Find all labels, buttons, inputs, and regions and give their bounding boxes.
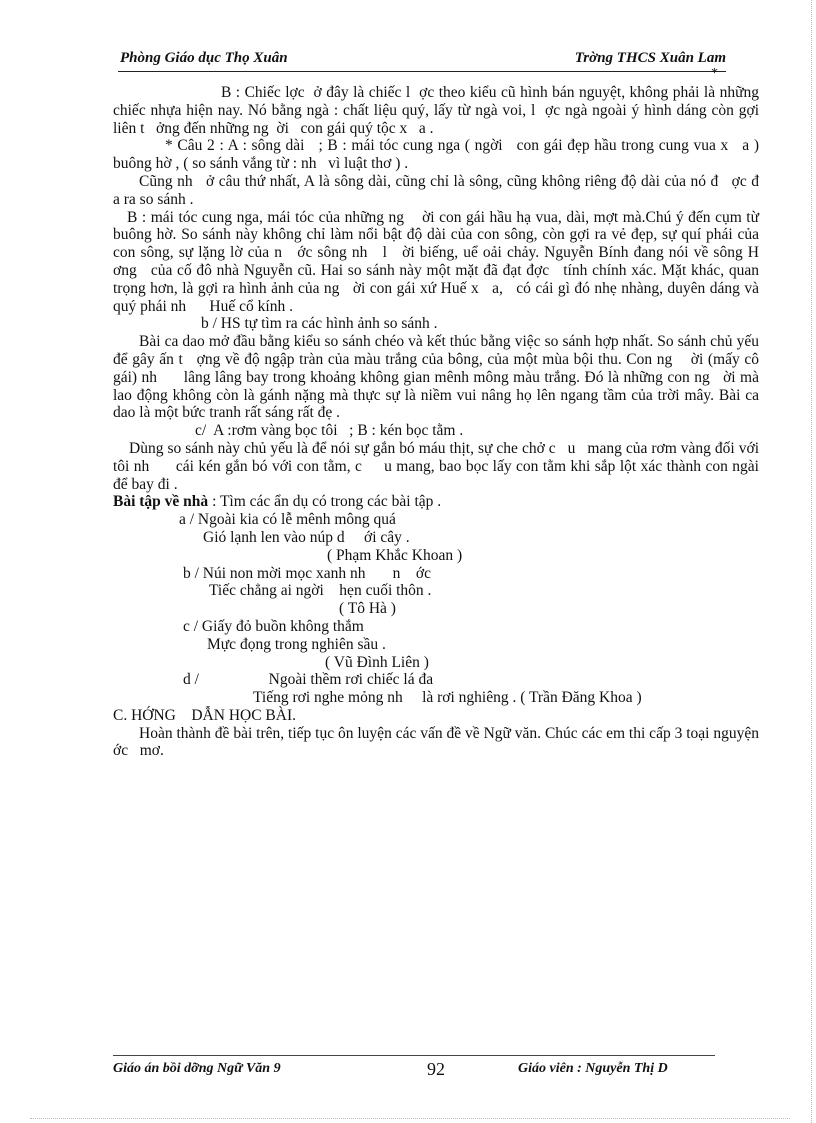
poem-line: Gió lạnh len vào núp d ới cây .	[203, 528, 410, 546]
poem-line: d / Ngoài thềm rơi chiếc lá đa	[183, 671, 434, 689]
page-bottom-border	[30, 1118, 790, 1119]
poem-c	[113, 618, 759, 671]
poem-line: Tiếng rơi nghe mỏng nh là rơi nghiêng . ( Trần Đăng Khoa )	[253, 689, 642, 707]
poem-line: b / Núi non mời mọc xanh nh n ớc	[183, 564, 432, 582]
poem-line: Tiếc chẳng ai ngời hẹn cuối thôn .	[209, 582, 432, 600]
section-c-title: C. HỚNG DẪN HỌC BÀI.	[113, 706, 296, 724]
poem-a	[113, 511, 759, 564]
header-divider	[118, 71, 726, 72]
section-c-text: Hoàn thành đề bài trên, tiếp tục ôn luyện các vấn đề về Ngữ văn. Chúc các em thi cấp 3 toại nguyện ớc mơ.	[113, 724, 763, 760]
footer-left: Giáo án bồi dỡng Ngữ Văn 9	[113, 1061, 281, 1076]
page-footer	[113, 1059, 713, 1083]
poem-line: c / Giấy đỏ buồn không thắm	[183, 617, 364, 635]
page-right-border	[811, 0, 812, 1123]
poem-line: a / Ngoài kia có lễ mênh mông quá	[179, 511, 396, 529]
paragraph-c-straw: c/ A :rơm vàng bọc tôi ; B : kén bọc tằm .	[195, 422, 464, 440]
poem-author: ( Phạm Khắc Khoan )	[327, 546, 463, 564]
page-number: 92	[427, 1059, 445, 1079]
header-star: *	[711, 66, 718, 81]
poem-line: Mực đọng trong nghiên sầu .	[207, 635, 386, 653]
paragraph-b-task: b / HS tự tìm ra các hình ảnh so sánh .	[201, 315, 438, 333]
poem-b	[113, 565, 759, 618]
poem-d	[113, 671, 759, 707]
homework-heading	[113, 493, 759, 511]
paragraph-comparison-use: Dùng so sánh này chủ yếu là để nói sự gắn bó máu thịt, sự che chở c u mang của rơm vàng đối với tôi nh cái kén gắn bó với con tằm, c u mang, bao bọc lấy con tằm khi sắp lột xác thành con ngài để bay đi .	[113, 439, 763, 493]
poem-author: ( Tô Hà )	[339, 600, 396, 618]
paragraph-question-2: * Câu 2 : A : sông dài ; B : mái tóc cung nga ( ngời con gái đẹp hầu trong cung vua x a ) buông hờ , ( so sánh vắng từ : nh vì luật thơ ) .	[113, 137, 763, 173]
header-left: Phòng Giáo dục Thọ Xuân	[120, 50, 288, 66]
poem-author: ( Vũ Đình Liên )	[325, 653, 429, 671]
footer-right: Giáo viên : Nguyễn Thị D	[518, 1061, 668, 1076]
header-right: Trờng THCS Xuân Lam	[574, 50, 726, 66]
page-header	[120, 50, 726, 72]
homework-label: Bài tập về nhà	[113, 493, 209, 511]
paragraph-hair: B : mái tóc cung nga, mái tóc của những ng ời con gái hầu hạ vua, dài, mợt mà.Chú ý đến cụm từ buông hờ. So sánh này không chỉ làm nổi bật độ dài của con sông, còn gợi ra vẻ đẹp, sự quí phái của con sông, sự lặng lờ của n ớc sông nh l ời biếng, uể oải chảy. Nguyễn Bính đang nói về sông H ơng của cố đô nhà Nguyễn cũ. Hai so sánh này một mặt đã đạt đợc tính chính xác. Mặt khác, quan trọng hơn, là gợi ra hình ảnh của ng ời con gái xứ Huế x a, có cái gì đó nhẹ nhàng, duyên dáng và quý phái nh Huế cổ kính .	[113, 208, 771, 315]
paragraph-like-first: Cũng nh ở câu thứ nhất, A là sông dài, cũng chỉ là sông, cũng không riêng độ dài của nó đ ợc đ a ra so sánh .	[113, 172, 771, 208]
homework-instruction: : Tìm các ẩn dụ có trong các bài tập .	[208, 493, 442, 511]
paragraph-b-comb: B : Chiếc lợc ở đây là chiếc l ợc theo kiểu cũ hình bán nguyệt, không phải là những chiếc nhựa hiện nay. Nó bằng ngà : chất liệu quý, lấy từ ngà voi, l ợc ngà ngoài ý hình dáng còn gợi liên t ởng đến những ng ời con gái quý tộc x a .	[113, 84, 763, 137]
paragraph-folk-song: Bài ca dao mở đầu bằng kiểu so sánh chéo và kết thúc bằng việc so sánh hợp nhất. So sánh chủ yếu để gây ấn t ợng về độ ngập tràn của màu trắng của bông, của một mùa bội thu. Con ng ời (mấy cô gái) nh lâng lâng bay trong khoảng không gian mênh mông màu trắng. Đó là những con ng ời mà lao động không còn là gánh nặng mà thực sự là niềm vui nâng họ lên ngang tầm của trời mây. Bài ca dao là một bức tranh rất sáng rất đẹ .	[113, 333, 763, 422]
document-body	[113, 84, 771, 760]
footer-divider	[113, 1055, 715, 1056]
